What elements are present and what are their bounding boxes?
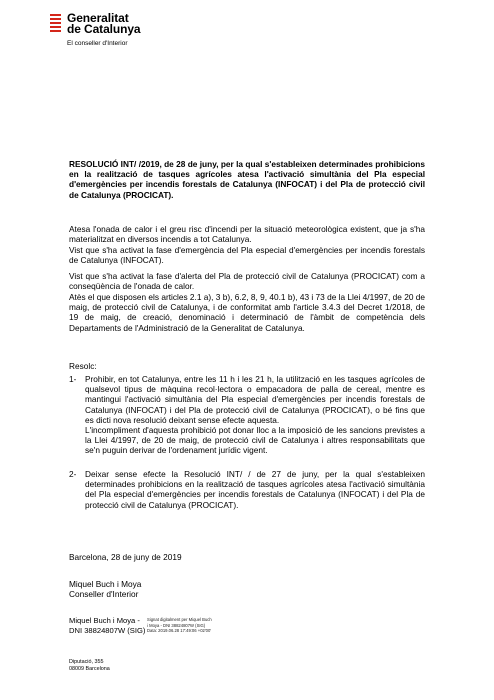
paragraph-procicat: Vist que s'ha activat la fase d'alerta del Pla de protecció civil de Catalunya (PROCICAT) com a conseqüència de l'onada de calor. bbox=[69, 271, 425, 292]
signature-dni-line: DNI 38824807W (SIG) bbox=[69, 626, 146, 635]
org-subtitle: El conseller d'Interior bbox=[67, 40, 128, 47]
list-item bbox=[69, 374, 425, 456]
footer-address bbox=[69, 659, 110, 673]
senyera-icon bbox=[50, 14, 61, 32]
signature-name-line: Miquel Buch i Moya - bbox=[69, 616, 140, 625]
signature-detail-line3: Data: 2019.06.28 17:49:06 +02'00' bbox=[147, 628, 212, 633]
digital-signature-name bbox=[69, 616, 145, 636]
address-line1: Diputació, 355 bbox=[69, 659, 104, 665]
signature-detail-line1: Signat digitalment per Miquel Buch bbox=[147, 617, 212, 622]
list-item-text-secondary: L'incompliment d'aquesta prohibició pot donar lloc a la imposició de les sancions previstes a la Llei 4/1997, de 20 de maig, de protecció civil de Catalunya i altres responsabilitats que se'n puguin derivar de l'ordenament jurídic vigent. bbox=[85, 425, 425, 456]
list-item-text: Deixar sense efecte la Resolució INT/ / de 27 de juny, per la qual s'estableixen determinades prohibicions en la realització de tasques agrícoles atesa l'activació simultània del Pla especial d'emergències per incendis forestals de Catalunya (INFOCAT) i del Pla de protecció civil de Catalunya (PROCICAT). bbox=[85, 469, 425, 510]
place-date: Barcelona, 28 de juny de 2019 bbox=[69, 552, 182, 562]
address-line2: 08009 Barcelona bbox=[69, 666, 110, 672]
paragraph-legal-basis: Atès el que disposen els articles 2.1 a), 3 b), 6.2, 8, 9, 40.1 b), 43 i 73 de la Llei 4/1997, de 20 de maig, de protecció civil de Catalunya, i de conformitat amb l'article 3.4.3 del Decret 1/2018, de 19 de maig, de creació, denominació i determinació de l'àmbit de competència dels Departaments de l'Administració de la Generalitat de Catalunya. bbox=[69, 292, 425, 333]
list-item bbox=[69, 469, 425, 510]
list-item-number: 1- bbox=[69, 374, 77, 384]
list-item-text: Prohibir, en tot Catalunya, entre les 11 h i les 21 h, la utilització en les tasques agrícoles de qualsevol tipus de màquina recol·lectora o empacadora de palla de cereal, mentre es mantingui l'activació simultània del Pla especial d'emergències per incendis forestals de Catalunya (INFOCAT) i del Pla de protecció civil de Catalunya (PROCICAT), o bé fins que es dicti nova resolució deixant sense efecte aquesta. bbox=[85, 374, 425, 425]
list-item-number: 2- bbox=[69, 469, 77, 479]
paragraph-infocat: Vist que s'ha activat la fase d'emergència del Pla especial d'emergències per incendis forestals de Catalunya (INFOCAT). bbox=[69, 245, 425, 266]
generalitat-logo bbox=[50, 11, 250, 54]
digital-signature-details bbox=[147, 617, 212, 634]
paragraph-heat-wave: Atesa l'onada de calor i el greu risc d'incendi per la situació meteorològica existent, que ja s'ha materialitzat en diversos incendis a tot Catalunya. bbox=[69, 224, 425, 245]
resolc-label: Resolc: bbox=[69, 361, 97, 371]
resolution-title: RESOLUCIÓ INT/ /2019, de 28 de juny, per la qual s'estableixen determinades prohibicions en la realització de tasques agrícoles atesa l'activació simultània del Pla especial d'emergències per incendis forestals de Catalunya (INFOCAT) i del Pla de protecció civil de Catalunya (PROCICAT). bbox=[69, 159, 425, 200]
org-name bbox=[67, 13, 141, 35]
org-name-line1: Generalitat bbox=[67, 11, 129, 25]
signatory-role: Conseller d'Interior bbox=[69, 589, 139, 599]
signature-detail-line2: i Moya - DNI 38824807W (SIG) bbox=[147, 622, 206, 628]
signatory-name: Miquel Buch i Moya bbox=[69, 579, 142, 589]
org-name-line2: de Catalunya bbox=[67, 22, 141, 36]
